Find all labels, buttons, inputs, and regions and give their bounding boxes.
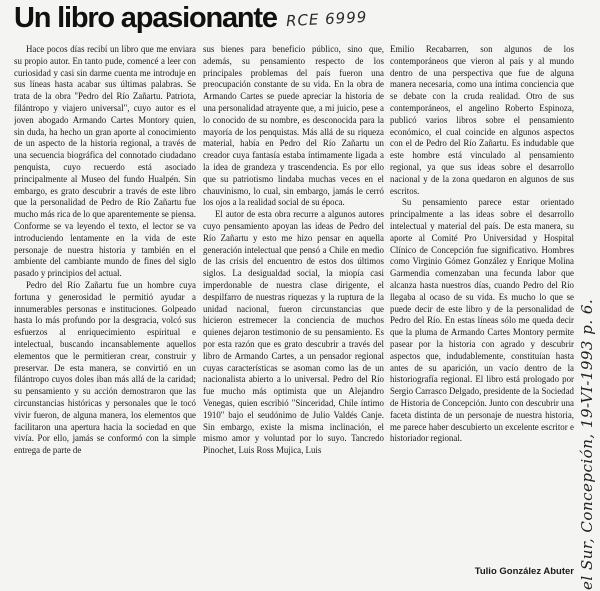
author-byline: Tulio González Abuter bbox=[474, 566, 574, 577]
handwritten-source-note: el Sur, Concepción, 19-VI-1993 p. 6. bbox=[578, 298, 596, 590]
article-column-2 bbox=[203, 44, 384, 576]
article-column-1 bbox=[14, 44, 196, 576]
headline: Un libro apasionante bbox=[14, 2, 277, 34]
paragraph: El autor de esta obra recurre a algunos autores cuyo pensamiento apoyan las ideas de Pedro del Río Zañartu y esto me hizo pensar en aquella generación intelectual que pensó a Chile en medio de las crisis del encuentro de estos dos últimos siglos. La desigualdad social, la miopía casi imperdonable de nuestra clase dirigente, el despilfarro de nuestras riquezas y la ruptura de la unidad nacional, fueron circunstancias que hicieron estremecer la conciencia de muchos quienes dejaron testimonio de su pensamiento. Es por esta razón que es grato descubrir a través del libro de Armando Cartes, a un pensador regional cuyas características se asoman como las de un nacionalista abierto a lo universal. Pedro del Río fue mucho más optimista que un Alejandro Venegas, quien escribió "Sinceridad, Chile íntimo 1910" bajo el seudónimo de Julio Valdés Canje. Sin embargo, existe la misma inclinación, el mismo amor y voluntad por lo suyo. Tancredo Pinochet, Luis Ross Mujica, Luis bbox=[203, 209, 384, 456]
article-column-3 bbox=[390, 44, 574, 542]
paragraph: sus bienes para beneficio público, sino que, además, su pensamiento respecto de los principales problemas del país fueron una preocupación constante de su vida. En la obra de Armando Cartes se puede apreciar la historia de una personalidad atrayente que, a mi juicio, pese a lo conocido de su nombre, es desconocida para la mayoría de los penquistas. Más allá de su riqueza material, había en Pedro del Río Zañartu un creador cuya fantasía estaba íntimamente ligada a la idea de grandeza y trascendencia. Es por ello que su patriotismo lindaba muchas veces en el chauvinismo, lo cual, sin embargo, jamás le cerró los ojos a la realidad social de su época. bbox=[203, 44, 384, 208]
paragraph: Hace pocos días recibí un libro que me enviara su propio autor. En tanto pude, comencé a leer con curiosidad y casi sin darme cuenta me introduje en sus líneas hasta acabar sus últimas palabras. Se trata de la obra "Pedro del Río Zañartu. Patriota, filántropo y viajero universal", cuyo autor es el joven abogado Armando Cartes Montory quien, sin duda, ha hecho un gran aporte al conocimiento de un aspecto de la historia regional, a través de una secuencia biográfica del connotado ciudadano penquista, cuyo recuerdo está asociado principalmente al Museo del fundo Hualpén. Sin embargo, es grato descubrir a través de este libro que la personalidad de Pedro de Río Zañartu fue mucho más rica de lo que aparentemente se piensa. Conforme se va leyendo el texto, el lector se va introduciendo lentamente en la vida de este personaje de nuestra historia y también en el ambiente del cambiante mundo de fines del siglo pasado y principios del actual. bbox=[14, 44, 196, 279]
handwritten-archive-code: RCE 6999 bbox=[285, 7, 368, 31]
paragraph: Pedro del Río Zañartu fue un hombre cuya fortuna y generosidad le permitió ayudar a innumerables personas e instituciones. Golpeado hasta lo más profundo por la desgracia, volcó sus esfuerzos al enriquecimiento espiritual e intelectual, buscando incansablemente aquellos elementos que le permitieran crear, construir y preservar. De esta manera, se convirtió en un filántropo cuyos doles iban más allá de la caridad; su pensamiento y su acción demostraron que las circunstancias históricas y personales que le tocó vivir fueron, de alguna manera, los elementos que facilitaron una apertura hacia la sociedad en que vivía. Por ello, jamás se conformó con la simple entrega de parte de bbox=[14, 279, 196, 456]
paragraph: Emilio Recabarren, son algunos de los contemporáneos que vieron al país y al mundo dentro de una perspectiva que fue de alguna manera necesaria, como una íntima conciencia que se debate con la cruda realidad. Otro de sus contemporáneos, el angelino Roberto Espinoza, publicó varios libros sobre el pensamiento económico, el cual coincide en algunos aspectos con el de Pedro del Río Zañartu. Es indudable que este hombre está vinculado al pensamiento regional, ya que sus ideas sobre el desarrollo nacional y de la zona quedaron en algunos de sus escritos. bbox=[390, 44, 574, 196]
paragraph: Su pensamiento parece estar orientado principalmente a las ideas sobre el desarrollo intelectual y material del país. De esta manera, su aporte al Comité Pro Universidad y Hospital Clínico de Concepción fue significativo. Hombres como Virginio Gómez González y Enrique Molina Garmendia comenzaban una fecunda labor que alcanza hasta nuestros días, cuando Pedro del Río llegaba al ocaso de su vida. Es mucho lo que se puede decir de este libro y de la personalidad de Pedro del Río. En estas líneas sólo me queda decir que la pluma de Armando Cartes Montory permite pasear por la historia con agrado y descubrir aspectos que, indudablemente, constituían hasta antes de su aparición, un vacío dentro de la historiografía regional. El libro está prologado por Sergio Carrasco Delgado, presidente de la Sociedad de Historia de Concepción. Junto con descubrir una faceta distinta de un personaje de nuestra historia, me parece haber descubierto un excelente escritor e historiador regional. bbox=[390, 197, 574, 444]
